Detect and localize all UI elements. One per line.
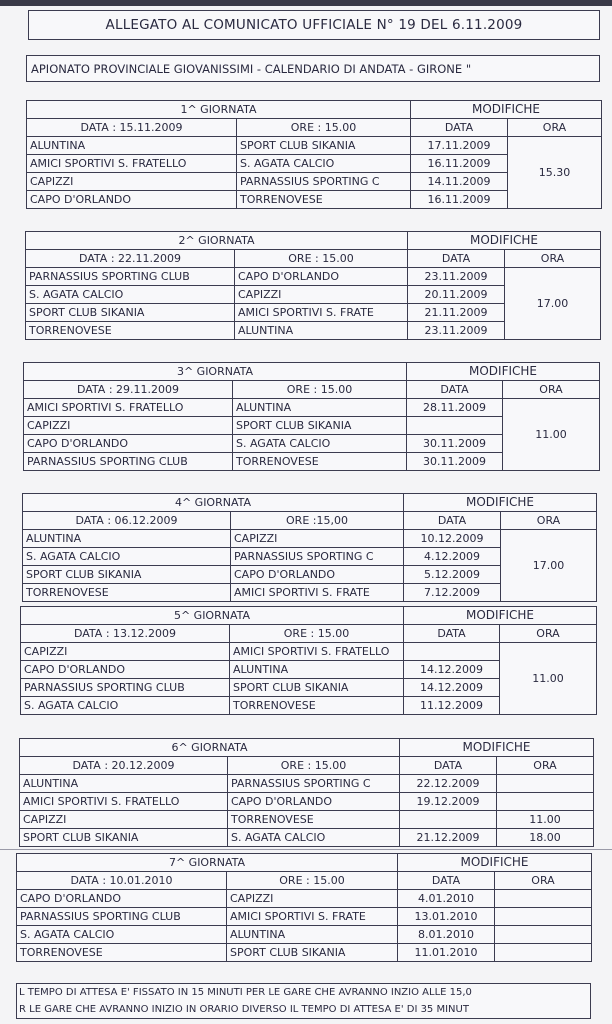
round-table-3 [23, 362, 600, 471]
away-team: S. AGATA CALCIO [228, 829, 400, 847]
round-date: DATA : 20.12.2009 [20, 757, 228, 775]
modified-time-empty [497, 775, 594, 793]
round-table-5 [20, 606, 597, 715]
footer-line-1: L TEMPO DI ATTESA E' FISSATO IN 15 MINUTI PER LE GARE CHE AVRANNO INZIO ALLE 15,0 [19, 987, 472, 998]
modified-time-empty [495, 944, 592, 962]
home-team: AMICI SPORTIVI S. FRATELLO [24, 399, 233, 417]
modified-date: 21.11.2009 [408, 304, 505, 322]
round-date: DATA : 10.01.2010 [17, 872, 227, 890]
round-time: ORE :15,00 [231, 512, 404, 530]
modifiche-header: MODIFICHE [404, 494, 597, 512]
round-title: 2^ GIORNATA [26, 232, 408, 250]
home-team: CAPIZZI [27, 173, 237, 191]
modifiche-header: MODIFICHE [411, 101, 602, 119]
home-team: CAPIZZI [21, 643, 230, 661]
data-column-header: DATA [411, 119, 508, 137]
home-team: ALUNTINA [23, 530, 231, 548]
away-team: CAPIZZI [231, 530, 404, 548]
away-team: PARNASSIUS SPORTING C [228, 775, 400, 793]
home-team: TORRENOVESE [23, 584, 231, 602]
home-team: PARNASSIUS SPORTING CLUB [17, 908, 227, 926]
away-team: AMICI SPORTIVI S. FRATE [227, 908, 398, 926]
data-column-header: DATA [398, 872, 495, 890]
round-time: ORE : 15.00 [233, 381, 407, 399]
modified-date: 20.11.2009 [408, 286, 505, 304]
round-table-4 [22, 493, 597, 602]
modified-date: 14.11.2009 [411, 173, 508, 191]
round-date: DATA : 13.12.2009 [21, 625, 230, 643]
data-column-header: DATA [404, 512, 501, 530]
modified-date: 17.11.2009 [411, 137, 508, 155]
home-team: CAPO D'ORLANDO [27, 191, 237, 209]
modified-date: 16.11.2009 [411, 155, 508, 173]
away-team: CAPO D'ORLANDO [231, 566, 404, 584]
modified-date: 23.11.2009 [408, 322, 505, 340]
away-team: ALUNTINA [233, 399, 407, 417]
modified-time-empty [495, 908, 592, 926]
round-title: 7^ GIORNATA [17, 854, 398, 872]
home-team: CAPIZZI [24, 417, 233, 435]
away-team: SPORT CLUB SIKANIA [237, 137, 411, 155]
modified-date: 21.12.2009 [400, 829, 497, 847]
away-team: S. AGATA CALCIO [233, 435, 407, 453]
modified-date: 10.12.2009 [404, 530, 501, 548]
home-team: PARNASSIUS SPORTING CLUB [21, 679, 230, 697]
modified-date: 14.12.2009 [404, 679, 500, 697]
home-team: S. AGATA CALCIO [26, 286, 235, 304]
modified-date: 13.01.2010 [398, 908, 495, 926]
away-team: ALUNTINA [227, 926, 398, 944]
round-title: 4^ GIORNATA [23, 494, 404, 512]
round-time: ORE : 15.00 [227, 872, 398, 890]
modified-date [400, 811, 497, 829]
home-team: TORRENOVESE [26, 322, 235, 340]
modified-date [404, 643, 500, 661]
home-team: CAPIZZI [20, 811, 228, 829]
round-title: 3^ GIORNATA [24, 363, 407, 381]
ora-column-header: ORA [497, 757, 594, 775]
home-team: AMICI SPORTIVI S. FRATELLO [20, 793, 228, 811]
ora-column-header: ORA [495, 872, 592, 890]
match-row [17, 890, 592, 908]
modified-time-empty [495, 926, 592, 944]
modified-time: 17.00 [505, 268, 601, 340]
match-row [20, 811, 594, 829]
away-team: AMICI SPORTIVI S. FRATE [235, 304, 408, 322]
away-team: AMICI SPORTIVI S. FRATE [231, 584, 404, 602]
round-table-6 [19, 738, 594, 847]
round-title: 1^ GIORNATA [27, 101, 411, 119]
away-team: CAPO D'ORLANDO [235, 268, 408, 286]
home-team: SPORT CLUB SIKANIA [20, 829, 228, 847]
away-team: ALUNTINA [235, 322, 408, 340]
data-column-header: DATA [407, 381, 503, 399]
modifiche-header: MODIFICHE [407, 363, 600, 381]
modified-date: 4.12.2009 [404, 548, 501, 566]
round-time: ORE : 15.00 [235, 250, 408, 268]
modified-date: 28.11.2009 [407, 399, 503, 417]
away-team: CAPIZZI [227, 890, 398, 908]
page-top-edge [0, 0, 612, 6]
away-team: PARNASSIUS SPORTING C [231, 548, 404, 566]
away-team: SPORT CLUB SIKANIA [230, 679, 404, 697]
away-team: S. AGATA CALCIO [237, 155, 411, 173]
away-team: PARNASSIUS SPORTING C [237, 173, 411, 191]
footer-line-2: R LE GARE CHE AVRANNO INIZIO IN ORARIO DIVERSO IL TEMPO DI ATTESA E' DI 35 MINUT [19, 1004, 469, 1015]
home-team: S. AGATA CALCIO [17, 926, 227, 944]
modified-time: 17.00 [501, 530, 597, 602]
round-time: ORE : 15.00 [230, 625, 404, 643]
document-title: ALLEGATO AL COMUNICATO UFFICIALE N° 19 DEL 6.11.2009 [28, 10, 600, 40]
modified-date: 22.12.2009 [400, 775, 497, 793]
modified-date: 11.12.2009 [404, 697, 500, 715]
modified-time: 18.00 [497, 829, 594, 847]
away-team: CAPO D'ORLANDO [228, 793, 400, 811]
modified-date: 14.12.2009 [404, 661, 500, 679]
round-date: DATA : 22.11.2009 [26, 250, 235, 268]
data-column-header: DATA [404, 625, 500, 643]
away-team: TORRENOVESE [228, 811, 400, 829]
home-team: SPORT CLUB SIKANIA [26, 304, 235, 322]
match-row [20, 775, 594, 793]
modified-date: 23.11.2009 [408, 268, 505, 286]
modified-time-empty [495, 890, 592, 908]
round-title: 5^ GIORNATA [21, 607, 404, 625]
away-team: SPORT CLUB SIKANIA [227, 944, 398, 962]
modifiche-header: MODIFICHE [408, 232, 601, 250]
round-date: DATA : 15.11.2009 [27, 119, 237, 137]
round-title: 6^ GIORNATA [20, 739, 400, 757]
match-row [17, 908, 592, 926]
data-column-header: DATA [400, 757, 497, 775]
modified-date: 4.01.2010 [398, 890, 495, 908]
match-row [27, 137, 602, 155]
match-row [17, 944, 592, 962]
round-table-1 [26, 100, 602, 209]
away-team: ALUNTINA [230, 661, 404, 679]
modified-time: 11.00 [503, 399, 600, 471]
match-row [26, 268, 601, 286]
round-date: DATA : 06.12.2009 [23, 512, 231, 530]
modified-date: 7.12.2009 [404, 584, 501, 602]
modified-date: 8.01.2010 [398, 926, 495, 944]
home-team: PARNASSIUS SPORTING CLUB [26, 268, 235, 286]
home-team: AMICI SPORTIVI S. FRATELLO [27, 155, 237, 173]
ora-column-header: ORA [500, 625, 597, 643]
away-team: SPORT CLUB SIKANIA [233, 417, 407, 435]
home-team: PARNASSIUS SPORTING CLUB [24, 453, 233, 471]
document-subtitle: APIONATO PROVINCIALE GIOVANISSIMI - CALENDARIO DI ANDATA - GIRONE " [26, 55, 600, 82]
modified-time-empty [497, 793, 594, 811]
round-time: ORE : 15.00 [228, 757, 400, 775]
ora-column-header: ORA [501, 512, 597, 530]
away-team: AMICI SPORTIVI S. FRATELLO [230, 643, 404, 661]
modifiche-header: MODIFICHE [404, 607, 597, 625]
modified-date: 19.12.2009 [400, 793, 497, 811]
modifiche-header: MODIFICHE [398, 854, 592, 872]
away-team: TORRENOVESE [233, 453, 407, 471]
modified-date: 30.11.2009 [407, 435, 503, 453]
match-row [24, 399, 600, 417]
paper-fold-line [0, 849, 612, 850]
modified-time: 11.00 [497, 811, 594, 829]
home-team: ALUNTINA [20, 775, 228, 793]
home-team: S. AGATA CALCIO [21, 697, 230, 715]
round-table-7 [16, 853, 592, 962]
away-team: CAPIZZI [235, 286, 408, 304]
match-row [17, 926, 592, 944]
away-team: TORRENOVESE [237, 191, 411, 209]
home-team: ALUNTINA [27, 137, 237, 155]
data-column-header: DATA [408, 250, 505, 268]
home-team: CAPO D'ORLANDO [24, 435, 233, 453]
match-row [20, 793, 594, 811]
match-row [20, 829, 594, 847]
home-team: CAPO D'ORLANDO [17, 890, 227, 908]
away-team: TORRENOVESE [230, 697, 404, 715]
modified-time: 11.00 [500, 643, 597, 715]
home-team: CAPO D'ORLANDO [21, 661, 230, 679]
modified-date: 16.11.2009 [411, 191, 508, 209]
footer-note [16, 983, 591, 1019]
round-time: ORE : 15.00 [237, 119, 411, 137]
match-row [21, 643, 597, 661]
ora-column-header: ORA [505, 250, 601, 268]
home-team: SPORT CLUB SIKANIA [23, 566, 231, 584]
modified-time: 15.30 [508, 137, 602, 209]
modified-date: 5.12.2009 [404, 566, 501, 584]
round-table-2 [25, 231, 601, 340]
modified-date: 30.11.2009 [407, 453, 503, 471]
match-row [23, 530, 597, 548]
ora-column-header: ORA [508, 119, 602, 137]
home-team: TORRENOVESE [17, 944, 227, 962]
modified-date: 11.01.2010 [398, 944, 495, 962]
modifiche-header: MODIFICHE [400, 739, 594, 757]
modified-date [407, 417, 503, 435]
home-team: S. AGATA CALCIO [23, 548, 231, 566]
ora-column-header: ORA [503, 381, 600, 399]
round-date: DATA : 29.11.2009 [24, 381, 233, 399]
